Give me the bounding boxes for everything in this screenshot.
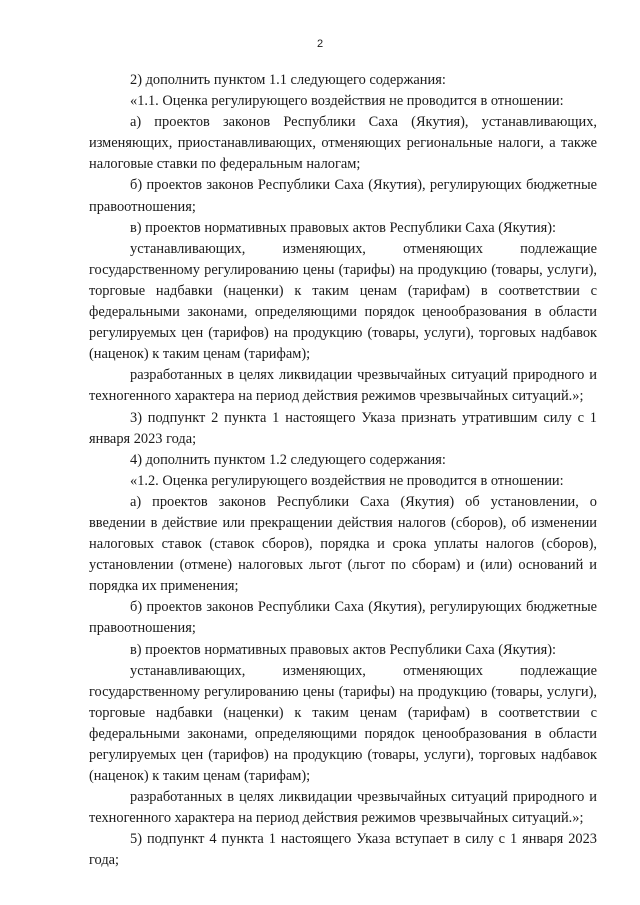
paragraph: б) проектов законов Республики Саха (Якутия), регулирующих бюджетные правоотношения; bbox=[89, 599, 597, 637]
paragraph: «1.1. Оценка регулирующего воздействия не проводится в отношении: bbox=[130, 93, 564, 110]
paragraph: разработанных в целях ликвидации чрезвычайных ситуаций природного и техногенного характера на период действия режимов чрезвычайных ситуаций.»; bbox=[89, 367, 597, 405]
paragraph: в) проектов нормативных правовых актов Республики Саха (Якутия): bbox=[130, 641, 557, 658]
page-number: 2 bbox=[316, 38, 324, 50]
paragraph: 3) подпункт 2 пункта 1 настоящего Указа признать утратившим силу с 1 января 2023 года; bbox=[89, 409, 597, 447]
paragraph: разработанных в целях ликвидации чрезвычайных ситуаций природного и техногенного характера на период действия режимов чрезвычайных ситуаций.»; bbox=[89, 789, 597, 827]
paragraph: 2) дополнить пунктом 1.1 следующего содержания: bbox=[130, 72, 446, 88]
paragraph: 5) подпункт 4 пункта 1 настоящего Указа вступает в силу с 1 января 2023 года; bbox=[89, 831, 597, 869]
paragraph: в) проектов нормативных правовых актов Республики Саха (Якутия): bbox=[130, 219, 557, 236]
paragraph: 4) дополнить пунктом 1.2 следующего содержания: bbox=[130, 451, 446, 468]
paragraph: устанавливающих, изменяющих, отменяющих подлежащие государственному регулированию цены (тарифы) на продукцию (товары, услуги), торговые надбавки (наценки) к таким ценам (тарифам) в соответствии с федеральными законами, определяющими порядок ценообразования в области регулируемых цен (тарифов) на продукцию (товары, услуги), торговых надбавок (наценок) к таким ценам (тарифам); bbox=[89, 240, 597, 363]
document-body bbox=[89, 70, 597, 872]
paragraph: «1.2. Оценка регулирующего воздействия не проводится в отношении: bbox=[130, 472, 564, 489]
paragraph: устанавливающих, изменяющих, отменяющих подлежащие государственному регулированию цены (тарифы) на продукцию (товары, услуги), торговые надбавки (наценки) к таким ценам (тарифам) в соответствии с федеральными законами, определяющими порядок ценообразования в области регулируемых цен (тарифов) на продукцию (товары, услуги), торговых надбавок (наценок) к таким ценам (тарифам); bbox=[89, 662, 597, 785]
paragraph: а) проектов законов Республики Саха (Якутия) об установлении, о введении в действие или прекращении действия налогов (сборов), об изменении налоговых ставок (ставок сборов), порядка и срока уплаты налогов (сборов), установлении (отмене) налоговых льгот (льгот по сборам) и (или) оснований и порядка их применения; bbox=[89, 493, 597, 595]
paragraph: б) проектов законов Республики Саха (Якутия), регулирующих бюджетные правоотношения; bbox=[89, 177, 597, 215]
paragraph: а) проектов законов Республики Саха (Якутия), устанавливающих, изменяющих, приостанавливающих, отменяющих региональные налоги, а также налоговые ставки по федеральным налогам; bbox=[89, 114, 597, 173]
